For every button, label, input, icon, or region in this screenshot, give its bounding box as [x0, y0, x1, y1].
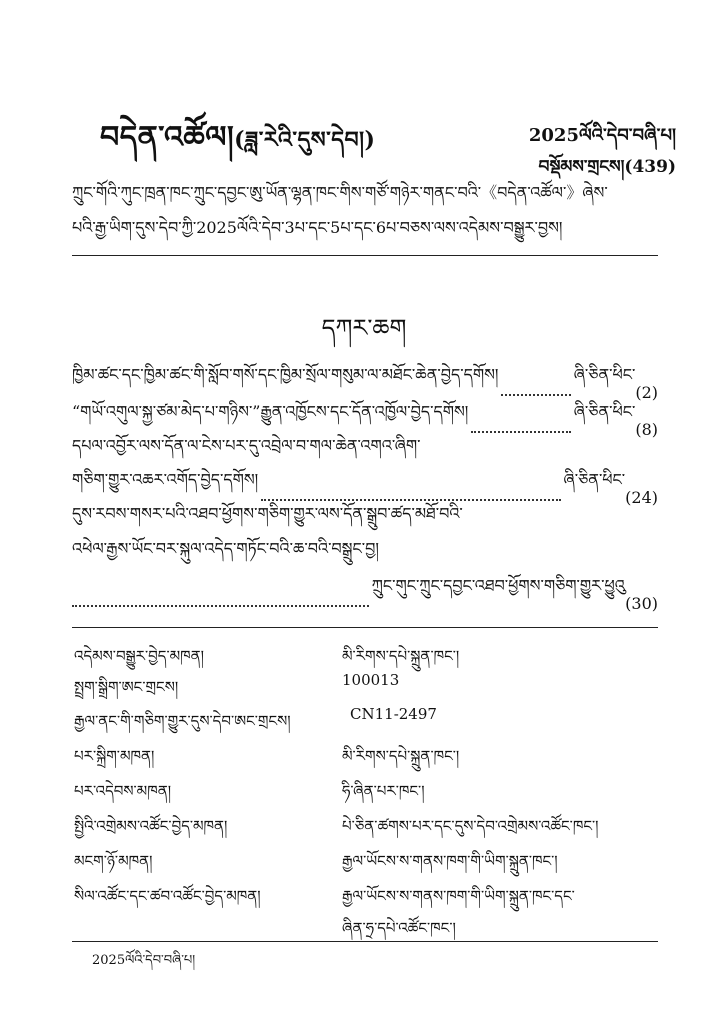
intro-line-1: ཀྲུང་གོའི་ཀུང་ཁྲན་ཁང་ཀྲུང་དབྱང་ཨུ་ཡོན་ལྷན་ཁང་གིས་གཙོ་གཉེར་གནང་བའི་《བདེན་འཚོལ་》ཞེས་	[72, 183, 608, 202]
divider-middle	[72, 627, 658, 628]
toc-author: ཞི་ཅིན་ཕིང་	[573, 402, 636, 421]
toc-entry[interactable]	[72, 576, 658, 613]
colophon-label: པར་འདེབས་མཁན།	[74, 782, 172, 800]
colophon-label: སིལ་འཚོང་དང་ཚབ་འཚོང་བྱེད་མཁན།	[74, 887, 261, 905]
issue-number: 2025ལོའི་དེབ་བཞི་པ།	[528, 125, 676, 146]
toc-page-number: (8)	[635, 420, 658, 439]
toc-page-number: (30)	[625, 594, 658, 613]
contents-heading: དཀར་ཆག	[321, 314, 407, 342]
colophon-value: པེ་ཅིན་ཚགས་པར་དང་དུས་དེབ་འགྲེམས་འཚོང་ཁང་།	[342, 817, 599, 835]
toc-title: ཁྱིམ་ཚང་དང་ཁྱིམ་ཚང་གི་སློབ་གསོ་དང་ཁྱིམ་སྲོལ་གསུམ་ལ་མཐོང་ཆེན་བྱེད་དགོས།	[72, 365, 499, 384]
colophon-value: CN11-2497	[350, 705, 437, 723]
toc-leader	[471, 431, 570, 433]
colophon-value: 100013	[342, 671, 400, 689]
colophon-label: འདེམས་བསྒྱུར་བྱེད་མཁན།	[74, 647, 204, 665]
magazine-title	[100, 104, 375, 188]
cumulative-number: (439)	[624, 157, 676, 177]
colophon-label: སྤྱིའི་འགྲེམས་འཚོང་བྱེད་མཁན།	[74, 817, 228, 835]
colophon-label: སྤྲག་སྒྲིག་ཨང་གྲངས།	[74, 678, 179, 696]
cumulative-label: བསྡོམས་གྲངས།	[538, 157, 625, 177]
colophon-value: རྒྱལ་ཡོངས་ས་གནས་ཁག་གི་ཡིག་སྐྲུན་ཁང་དང་	[342, 887, 575, 905]
toc-title: གཅིག་གྱུར་འཆར་འགོད་བྱེད་དགོས།	[72, 470, 259, 489]
toc-page-number: (24)	[625, 488, 658, 507]
colophon-label: མངག་ཉོ་མཁན།	[74, 852, 153, 870]
toc-author: ཀྲུང་གུང་ཀྲུང་དབྱང་འཐབ་ཕྱོགས་གཅིག་གྱུར་ཕྱུའུ	[371, 576, 626, 595]
colophon-label: པར་སྐྲིག་མཁན།	[74, 747, 155, 765]
colophon-value: རྒྱལ་ཡོངས་ས་གནས་ཁག་གི་ཡིག་སྐྲུན་ཁང་།	[342, 852, 558, 870]
toc-title: དུས་རབས་གསར་པའི་འཐབ་ཕྱོགས་གཅིག་གྱུར་ལས་དོན་སྒྲུབ་ཚད་མཐོ་བའི་	[72, 504, 463, 523]
colophon-value: མི་རིགས་དཔེ་སྐྲུན་ཁང་།	[342, 747, 460, 765]
toc-page-number: (2)	[635, 383, 658, 402]
footer-issue: 2025ལོའི་དེབ་བཞི་པ།	[92, 953, 196, 968]
toc-leader	[72, 605, 369, 607]
toc-author: ཞི་ཅིན་ཕིང་	[563, 470, 626, 489]
magazine-name: བདེན་འཚོལ།	[100, 120, 235, 155]
intro-line-2: པའི་རྒྱ་ཡིག་དུས་དེབ་ཀྱི་2025ལོའི་དེབ་3པ་དང་5པ་དང་6པ་བཅས་ལས་འདེམས་བསྒྱུར་བྱས།	[72, 218, 563, 237]
magazine-frequency: (ཟླ་རེའི་དུས་དེབ།)	[234, 127, 376, 153]
toc-title: དཔལ་འབྱོར་ལས་དོན་ལ་ངེས་པར་དུ་འབྲེལ་བ་གལ་ཆེན་འགའ་ཞིག་	[72, 436, 421, 455]
colophon-label: རྒྱལ་ནང་གི་གཅིག་གྱུར་དུས་དེབ་ཨང་གྲངས།	[74, 712, 291, 730]
divider-top	[72, 255, 658, 256]
colophon-value: མི་རིགས་དཔེ་སྐྲུན་ཁང་།	[342, 647, 460, 665]
colophon-value-line-2: ཞིན་ཧྲ་དཔེ་འཚོང་ཁང་།	[342, 919, 456, 937]
divider-bottom	[72, 941, 658, 942]
toc-leader	[501, 394, 570, 396]
colophon-value: ཧི་ཞིན་པར་ཁང་།	[342, 782, 425, 800]
toc-title: “གཡོ་འགུལ་སྐྱ་ཙམ་མེད་པ་གཉིས་”རྒྱུན་འཁྱོངས་དང་དོན་འཁྱོལ་བྱེད་དགོས།	[72, 402, 469, 421]
toc-author: ཞི་ཅིན་ཕིང་	[573, 365, 636, 384]
toc-title: འཕེལ་རྒྱས་ཡོང་བར་སྐུལ་འདེད་གཏོང་བའི་ཆ་བའི་བསྒྲུང་བྱ།	[72, 539, 379, 558]
